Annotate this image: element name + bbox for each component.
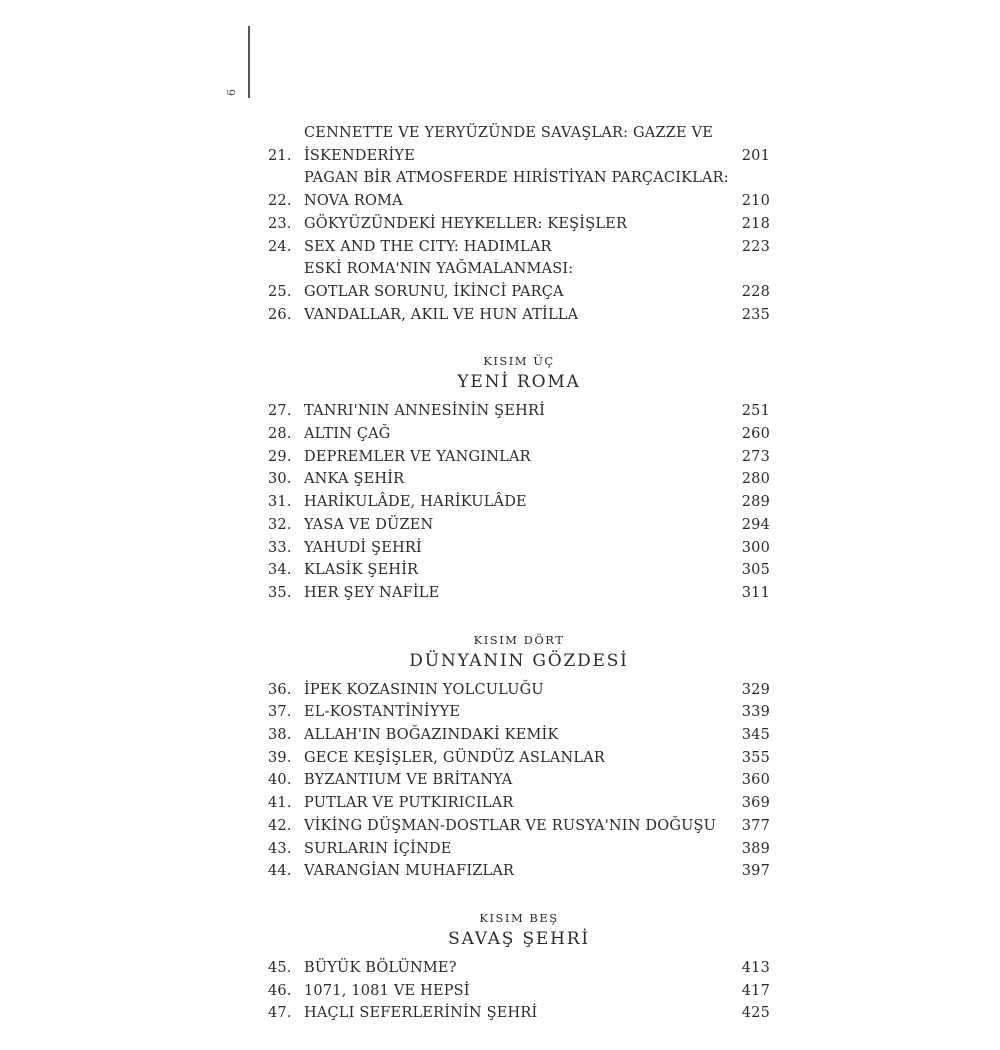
chapter-number: 27.	[268, 403, 292, 420]
page-ref: 305	[741, 562, 770, 579]
toc-entry	[268, 559, 770, 582]
chapter-title: SURLARIN İÇİNDE	[304, 840, 452, 857]
toc-entry	[268, 446, 770, 469]
part-heading	[268, 631, 770, 673]
toc-entry	[268, 122, 770, 167]
page-ref: 300	[741, 539, 770, 556]
chapter-number: 32.	[268, 516, 292, 533]
chapter-title: HARİKULÂDE, HARİKULÂDE	[304, 494, 527, 511]
chapter-title: ESKİ ROMA'NIN YAĞMALANMASI: GOTLAR SORUNU, İKİNCİ PARÇA	[304, 261, 574, 300]
part-heading	[268, 352, 770, 394]
chapter-number: 24.	[268, 238, 292, 255]
chapter-title: PUTLAR VE PUTKIRICILAR	[304, 795, 514, 812]
chapter-title: HER ŞEY NAFİLE	[304, 584, 440, 601]
toc-section-continued	[268, 122, 770, 326]
page-ref: 218	[741, 215, 770, 232]
toc-entry	[268, 537, 770, 560]
page-ref: 413	[741, 959, 770, 976]
toc-entry	[268, 679, 770, 702]
toc-entry	[268, 514, 770, 537]
chapter-number: 34.	[268, 562, 292, 579]
toc-entry	[268, 747, 770, 770]
page-ref: 339	[741, 704, 770, 721]
chapter-number: 28.	[268, 426, 292, 443]
chapter-number: 46.	[268, 982, 292, 999]
chapter-title: GECE KEŞİŞLER, GÜNDÜZ ASLANLAR	[304, 749, 606, 766]
table-of-contents	[268, 122, 770, 1025]
toc-entry-list	[268, 122, 770, 326]
part-label: KISIM ÜÇ	[483, 354, 555, 369]
chapter-title: BYZANTIUM VE BRİTANYA	[304, 772, 513, 789]
page-number: 6	[225, 89, 238, 96]
page-ref: 289	[741, 494, 770, 511]
page-ref: 345	[741, 727, 770, 744]
chapter-title: PAGAN BİR ATMOSFERDE HIRİSTİYAN PARÇACIKLAR: NOVA ROMA	[304, 170, 729, 210]
chapter-title: VARANGİAN MUHAFIZLAR	[304, 863, 515, 880]
toc-entry	[268, 400, 770, 423]
toc-part-four	[268, 631, 770, 883]
page-ref: 355	[741, 749, 770, 766]
toc-entry	[268, 815, 770, 838]
part-heading	[268, 909, 770, 951]
toc-entry	[268, 213, 770, 236]
chapter-number: 43.	[268, 840, 292, 857]
toc-entry	[268, 1002, 770, 1025]
page-ref: 311	[741, 584, 770, 601]
page-ref: 425	[741, 1005, 770, 1022]
toc-entry	[268, 980, 770, 1003]
toc-entry	[268, 860, 770, 883]
toc-entry	[268, 582, 770, 605]
chapter-title: 1071, 1081 VE HEPSİ	[304, 982, 470, 999]
toc-entry	[268, 236, 770, 259]
toc-entry	[268, 701, 770, 724]
chapter-number: 31.	[268, 494, 292, 511]
page-ref: 369	[741, 795, 770, 812]
page-ref: 280	[741, 471, 770, 488]
chapter-number: 33.	[268, 539, 292, 556]
toc-entry-list	[268, 957, 770, 1025]
page-ref: 294	[741, 516, 770, 533]
chapter-title: HAÇLI SEFERLERİNİN ŞEHRİ	[304, 1005, 538, 1022]
part-label: KISIM DÖRT	[473, 632, 565, 647]
page-ref: 417	[741, 982, 770, 999]
toc-entry-list	[268, 679, 770, 883]
toc-part-three	[268, 352, 770, 604]
page-ref: 223	[741, 238, 770, 255]
chapter-number: 22.	[268, 193, 292, 210]
toc-entry	[268, 167, 770, 212]
toc-entry	[268, 304, 770, 327]
toc-entry	[268, 423, 770, 446]
chapter-number: 47.	[268, 1005, 292, 1022]
chapter-title: SEX AND THE CITY: HADIMLAR	[304, 238, 552, 255]
toc-entry	[268, 838, 770, 861]
chapter-title: VİKİNG DÜŞMAN-DOSTLAR VE RUSYA'NIN DOĞUŞU	[304, 817, 717, 834]
chapter-title: KLASİK ŞEHİR	[304, 562, 419, 579]
chapter-number: 30.	[268, 471, 292, 488]
part-title: YENİ ROMA	[457, 372, 581, 393]
chapter-title: GÖKYÜZÜNDEKİ HEYKELLER: KEŞİŞLER	[304, 215, 628, 232]
chapter-title: TANRI'NIN ANNESİNİN ŞEHRİ	[304, 403, 545, 420]
chapter-number: 36.	[268, 681, 292, 698]
margin-rule	[248, 26, 250, 98]
chapter-title: YAHUDİ ŞEHRİ	[304, 539, 422, 556]
chapter-number: 23.	[268, 215, 292, 232]
page-ref: 360	[741, 772, 770, 789]
chapter-title: VANDALLAR, AKIL VE HUN ATİLLA	[304, 306, 579, 323]
page-ref: 260	[741, 426, 770, 443]
chapter-title: İPEK KOZASININ YOLCULUĞU	[304, 681, 544, 698]
chapter-number: 35.	[268, 584, 292, 601]
page-ref: 329	[741, 681, 770, 698]
chapter-number: 42.	[268, 817, 292, 834]
chapter-number: 41.	[268, 795, 292, 812]
chapter-number: 26.	[268, 306, 292, 323]
toc-entry	[268, 491, 770, 514]
part-label: KISIM BEŞ	[479, 910, 559, 925]
chapter-number: 37.	[268, 704, 292, 721]
chapter-number: 38.	[268, 727, 292, 744]
page-ref: 235	[741, 306, 770, 323]
chapter-title: BÜYÜK BÖLÜNME?	[304, 959, 457, 976]
chapter-number: 21.	[268, 147, 292, 164]
chapter-number: 25.	[268, 283, 292, 300]
page-ref: 389	[741, 840, 770, 857]
chapter-title: YASA VE DÜZEN	[304, 516, 434, 533]
chapter-number: 40.	[268, 772, 292, 789]
chapter-title: ANKA ŞEHİR	[304, 471, 405, 488]
toc-entry	[268, 957, 770, 980]
toc-entry	[268, 468, 770, 491]
chapter-title: ALTIN ÇAĞ	[304, 426, 391, 443]
chapter-number: 29.	[268, 448, 292, 465]
part-title: DÜNYANIN GÖZDESİ	[409, 650, 629, 671]
page-ref: 228	[741, 283, 770, 300]
chapter-title: DEPREMLER VE YANGINLAR	[304, 448, 531, 465]
chapter-number: 44.	[268, 863, 292, 880]
page-ref: 201	[741, 147, 770, 164]
page-ref: 273	[741, 448, 770, 465]
toc-part-five	[268, 909, 770, 1025]
chapter-title: CENNETTE VE YERYÜZÜNDE SAVAŞLAR: GAZZE VE İSKENDERİYE	[304, 125, 714, 164]
toc-entry-list	[268, 400, 770, 604]
toc-entry	[268, 258, 770, 303]
toc-entry	[268, 724, 770, 747]
page-ref: 210	[741, 193, 770, 210]
page-ref: 377	[741, 817, 770, 834]
chapter-title: EL-KOSTANTİNİYYE	[304, 704, 461, 721]
toc-entry	[268, 769, 770, 792]
toc-entry	[268, 792, 770, 815]
chapter-title: ALLAH'IN BOĞAZINDAKİ KEMİK	[304, 727, 559, 744]
part-title: SAVAŞ ŞEHRİ	[448, 928, 590, 949]
page-ref: 397	[741, 863, 770, 880]
chapter-number: 45.	[268, 959, 292, 976]
chapter-number: 39.	[268, 749, 292, 766]
page-ref: 251	[741, 403, 770, 420]
